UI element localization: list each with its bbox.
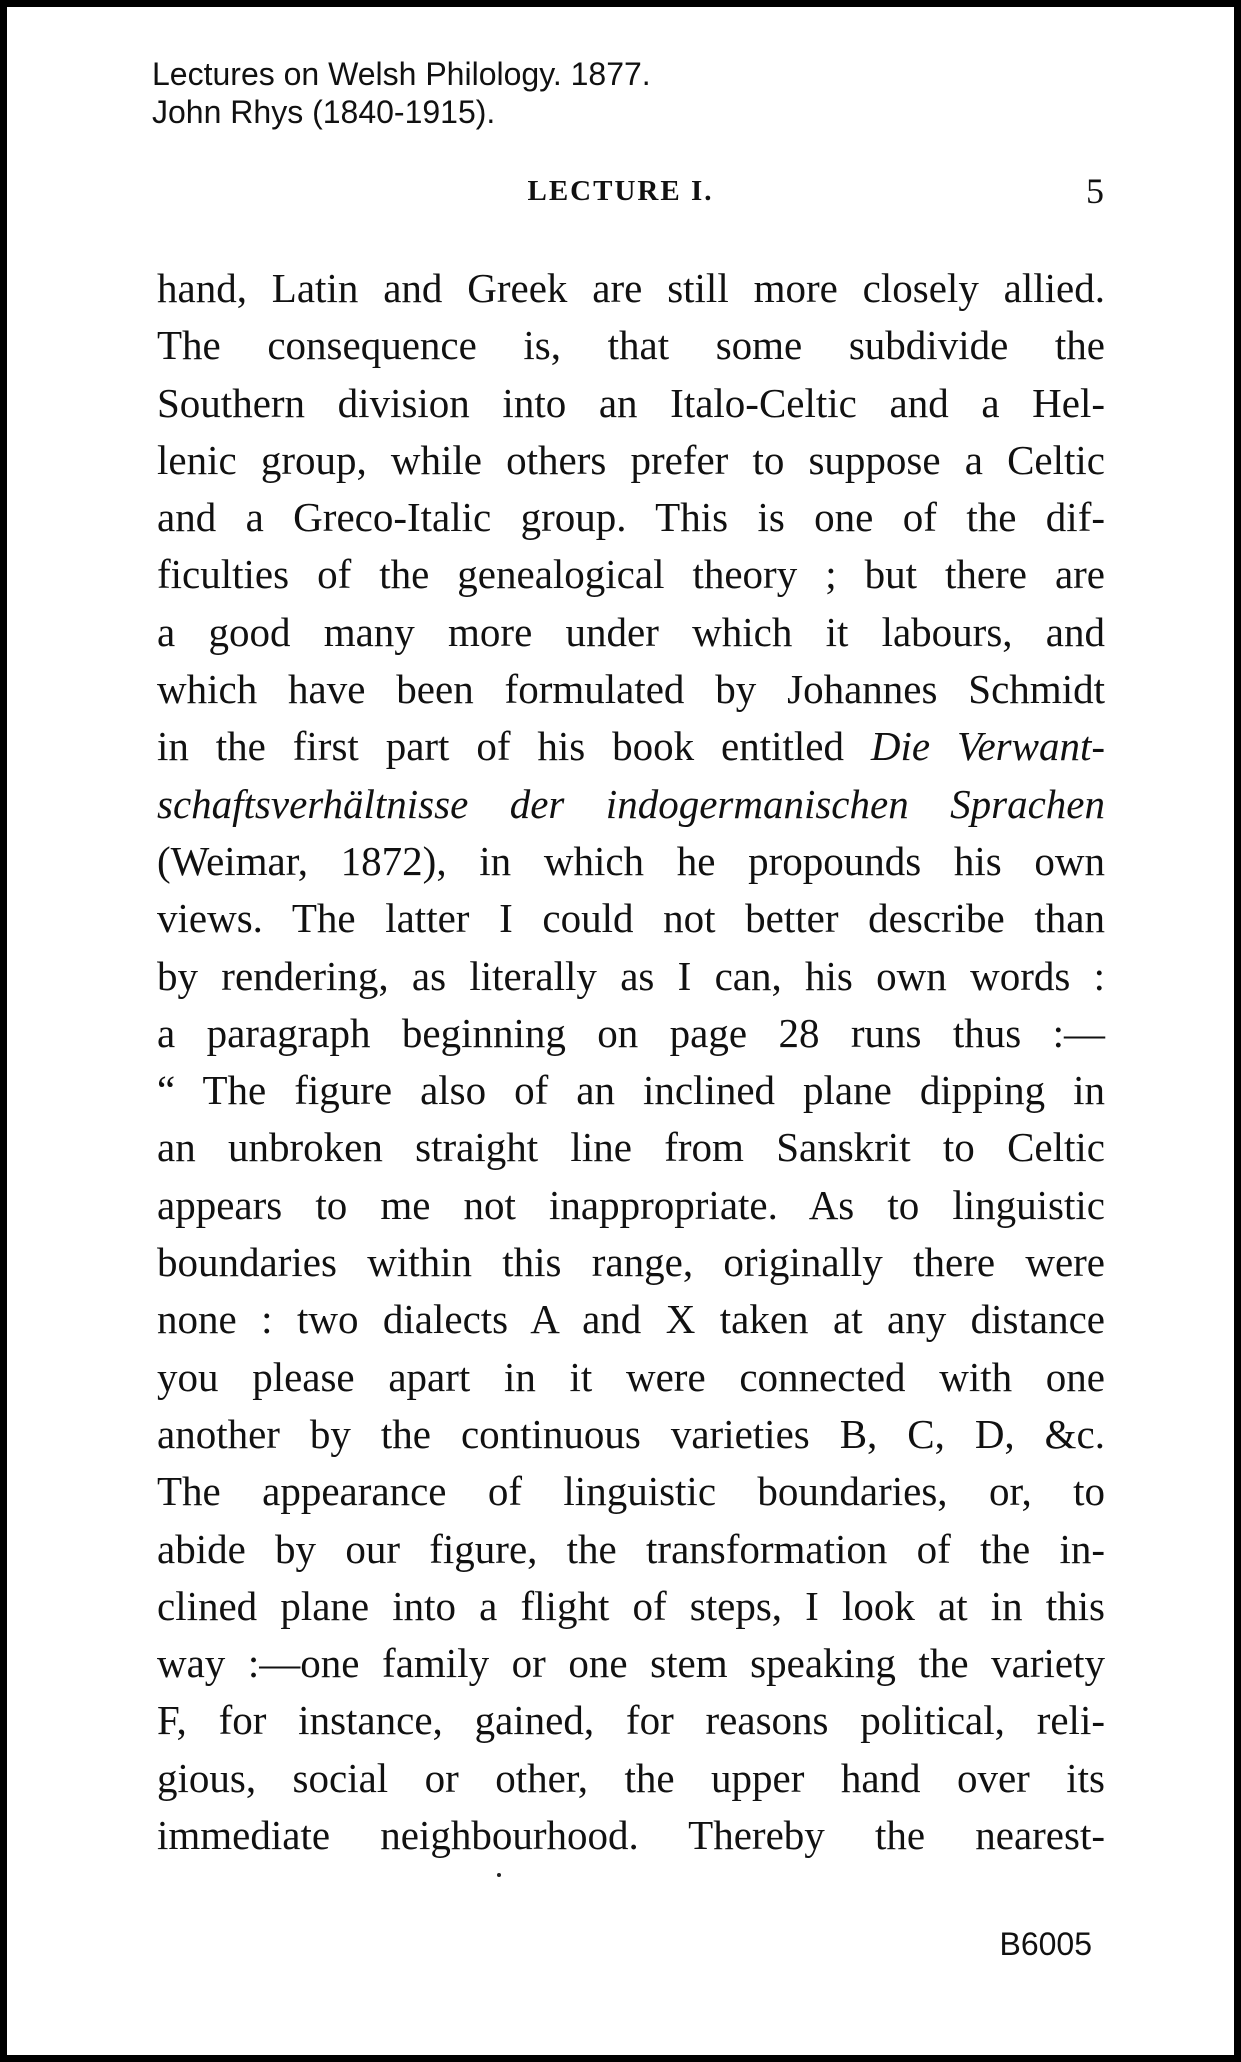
- text-line: The consequence is, that some subdivide the: [157, 322, 1105, 369]
- text-line: hand, Latin and Greek are still more closely allied.: [157, 265, 1105, 311]
- text-line: views. The latter I could not better describe than: [157, 895, 1105, 942]
- text-line: clined plane into a flight of steps, I look at in this: [157, 1582, 1105, 1629]
- text-line: none : two dialects A and X taken at any distance: [157, 1296, 1105, 1343]
- text-line: abide by our figure, the transformation of the in-: [157, 1525, 1105, 1572]
- body-text: [157, 260, 1105, 1864]
- text-line: an unbroken straight line from Sanskrit to Celtic: [157, 1124, 1105, 1171]
- text-line-book-title-start: [157, 718, 1105, 775]
- text-line: you please apart in it were connected with one: [157, 1353, 1105, 1400]
- text-line: another by the continuous varieties B, C, D, &c.: [157, 1410, 1105, 1457]
- running-title: LECTURE I.: [527, 175, 714, 207]
- text-roman: in the first part of his book entitled: [157, 723, 844, 770]
- text-line: way :—one family or one stem speaking the variety: [157, 1640, 1105, 1687]
- stray-dot: [497, 1873, 501, 1877]
- catalog-header: [152, 55, 651, 131]
- catalog-author: John Rhys (1840-1915).: [152, 94, 496, 130]
- text-line: which have been formulated by Johannes Schmidt: [157, 666, 1105, 713]
- text-line: The appearance of linguistic boundaries, or, to: [157, 1468, 1105, 1515]
- archive-id: B6005: [999, 1926, 1092, 1962]
- running-head: [7, 169, 1234, 213]
- book-title-italic: Die Verwant-: [870, 723, 1105, 770]
- catalog-title: Lectures on Welsh Philology. 1877.: [152, 56, 651, 92]
- text-line: appears to me not inappropriate. As to linguistic: [157, 1181, 1105, 1228]
- text-line: “ The figure also of an inclined plane dipping in: [157, 1067, 1105, 1114]
- text-line: (Weimar, 1872), in which he propounds his own: [157, 837, 1105, 884]
- book-title-italic: schaftsverhältnisse der indogermanischen Sprachen: [157, 780, 1105, 827]
- text-line: ficulties of the genealogical theory ; but there are: [157, 551, 1105, 598]
- page-number: 5: [1086, 171, 1104, 211]
- text-line: and a Greco-Italic group. This is one of the dif-: [157, 494, 1105, 541]
- text-line: a good many more under which it labours, and: [157, 608, 1105, 655]
- text-line: F, for instance, gained, for reasons political, reli-: [157, 1697, 1105, 1744]
- text-line: Southern division into an Italo-Celtic and a Hel-: [157, 379, 1105, 426]
- text-line: boundaries within this range, originally there were: [157, 1239, 1105, 1286]
- text-line: by rendering, as literally as I can, his own words :: [157, 952, 1105, 999]
- text-line: lenic group, while others prefer to suppose a Celtic: [157, 436, 1105, 483]
- text-line: gious, social or other, the upper hand over its: [157, 1754, 1105, 1801]
- text-line: a paragraph beginning on page 28 runs thus :—: [157, 1009, 1105, 1056]
- text-line: immediate neighbourhood. Thereby the nearest-: [157, 1812, 1105, 1859]
- text-line-book-title-end: [157, 776, 1105, 833]
